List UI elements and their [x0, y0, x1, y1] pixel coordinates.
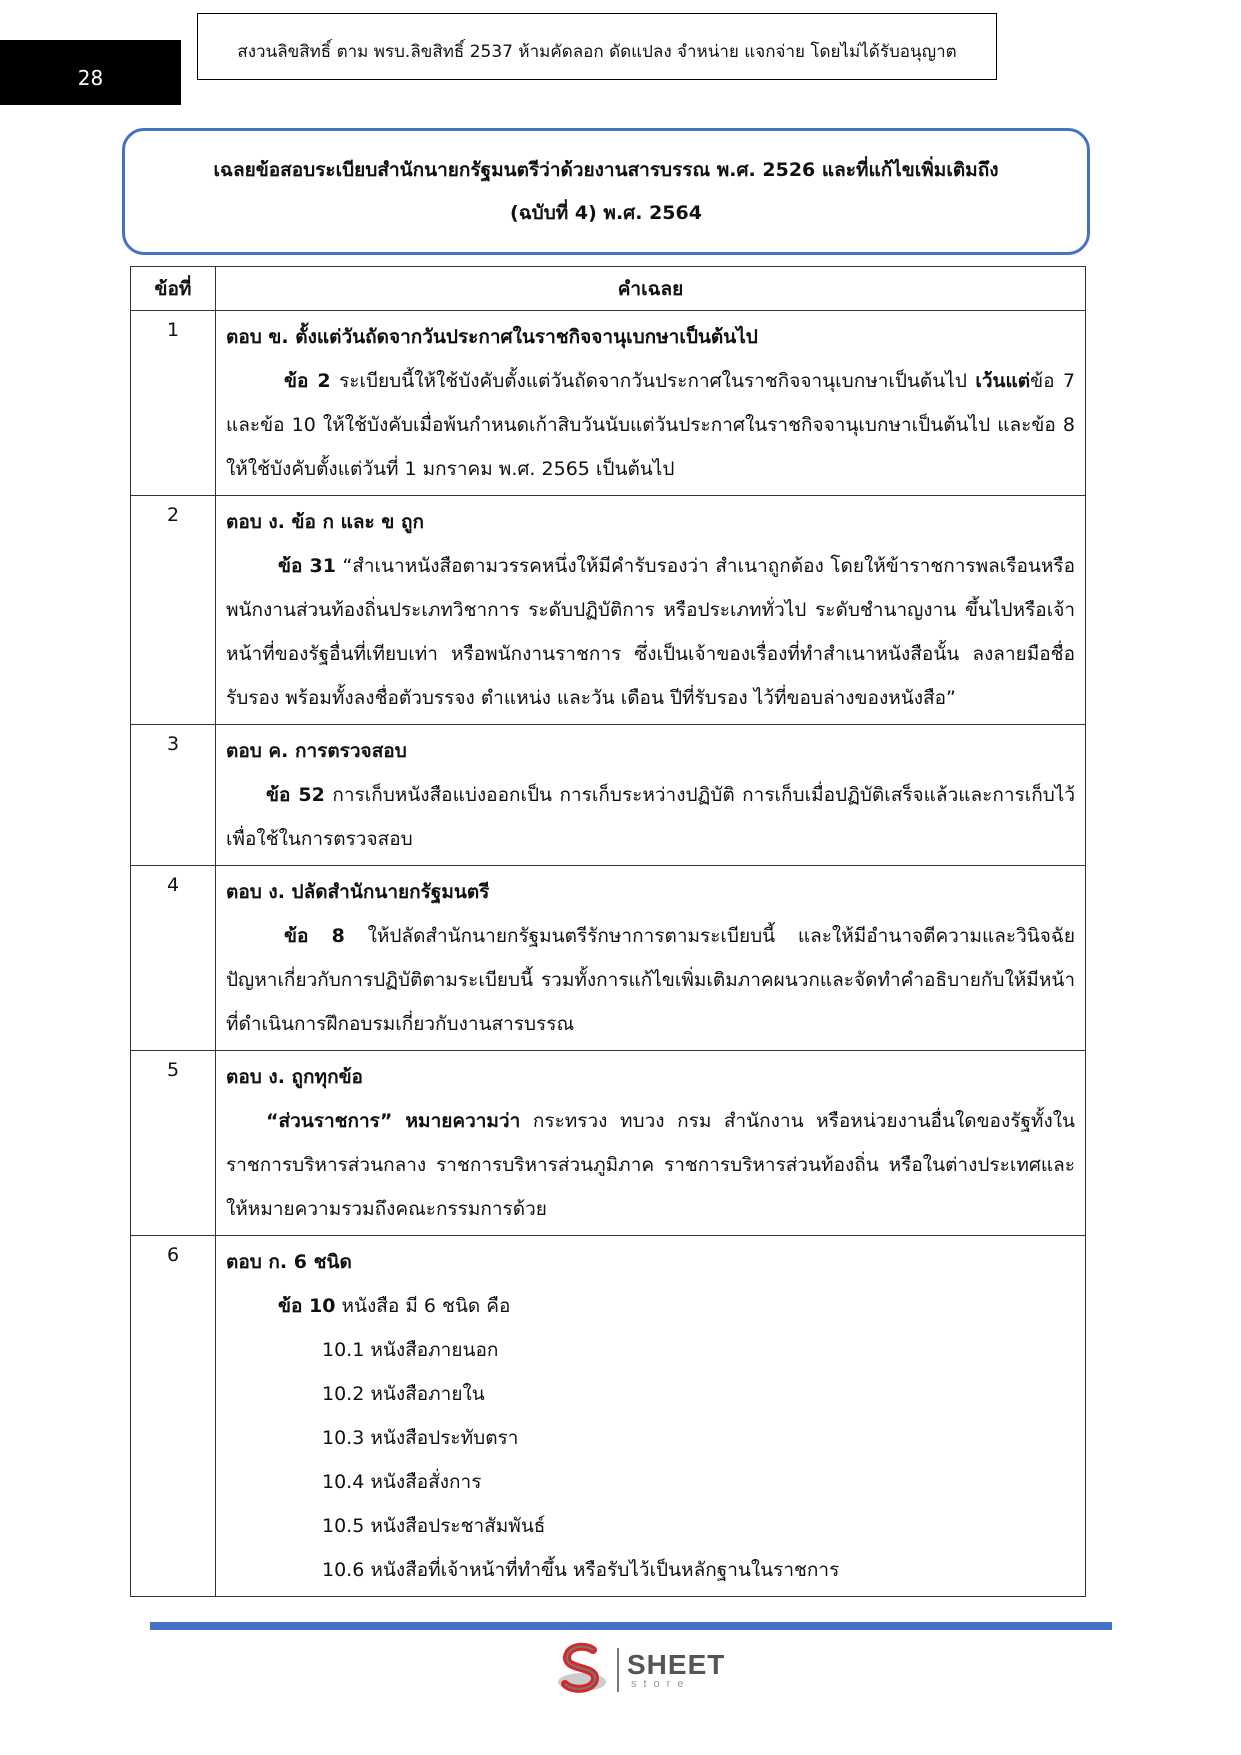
explanation-text: กระทรวง ทบวง กรม สำนักงาน หรือหน่วยงานอื่นใดของรัฐทั้งในราชการบริหารส่วนกลาง ราชการบริหารส่วนภูมิภาค ราชการบริหารส่วนท้องถิ่น หรือในต่างประเทศและให้หมายความรวมถึงคณะกรรมการด้วย: [226, 1110, 1075, 1220]
logo-brand: SHEET: [627, 1648, 726, 1680]
explanation: [226, 773, 1075, 861]
footer-divider: [150, 1622, 1112, 1630]
explanation-text-2: ข้อ 7 และข้อ 10 ให้ใช้บังคับเมื่อพ้นกำหนดเก้าสิบวันนับแต่วันประกาศในราชกิจจานุเบกษาเป็นต้นไป และข้อ 8 ให้ใช้บังคับตั้งแต่วันที่ 1 มกราคม พ.ศ. 2565 เป็นต้นไป: [226, 370, 1075, 480]
clause-label: ข้อ 2: [284, 370, 331, 392]
clause-label: ข้อ 10: [278, 1295, 336, 1317]
table-row: [131, 866, 1086, 1051]
page-number-box: [0, 40, 181, 105]
explanation: [226, 359, 1075, 491]
list-item: 10.3 หนังสือประทับตรา: [322, 1427, 519, 1449]
explanation-text: ให้ปลัดสำนักนายกรัฐมนตรีรักษาการตามระเบียบนี้ และให้มีอำนาจตีความและวินิจฉัยปัญหาเกี่ยวกับการปฏิบัติตามระเบียบนี้ รวมทั้งการแก้ไขเพิ่มเติมภาคผนวกและจัดทำคำอธิบายกับให้มีหน้าที่ดำเนินการฝึกอบรมเกี่ยวกับงานสารบรรณ: [226, 925, 1075, 1035]
row-answer-cell: [216, 725, 1086, 866]
table-row: [131, 1051, 1086, 1236]
explanation-text: การเก็บหนังสือแบ่งออกเป็น การเก็บระหว่างปฏิบัติ การเก็บเมื่อปฏิบัติเสร็จแล้วและการเก็บไว้เพื่อใช้ในการตรวจสอบ: [226, 784, 1075, 850]
row-answer-cell: [216, 1236, 1086, 1597]
list-item: 10.1 หนังสือภายนอก: [322, 1339, 499, 1361]
logo-divider: [617, 1648, 619, 1692]
clause-label: ข้อ 31: [278, 555, 336, 577]
table-row: [131, 1236, 1086, 1597]
list-item: 10.6 หนังสือที่เจ้าหน้าที่ทำขึ้น หรือรับไว้เป็นหลักฐานในราชการ: [322, 1559, 840, 1581]
row-number: 2: [131, 496, 216, 725]
answer-line: ตอบ ง. ถูกทุกข้อ: [226, 1066, 363, 1088]
answer-line: ตอบ ง. ปลัดสำนักนายกรัฐมนตรี: [226, 881, 490, 903]
row-answer-cell: [216, 866, 1086, 1051]
copyright-notice-box: [197, 13, 997, 80]
answer-line: ตอบ ก. 6 ชนิด: [226, 1251, 352, 1273]
row-number: 4: [131, 866, 216, 1051]
explanation-text: “สำเนาหนังสือตามวรรคหนึ่งให้มีคำรับรองว่า สำเนาถูกต้อง โดยให้ข้าราชการพลเรือนหรือพนักงานส่วนท้องถิ่นประเภทวิชาการ ระดับปฏิบัติการ หรือประเภททั่วไป ระดับชำนาญงาน ขึ้นไปหรือเจ้าหน้าที่ของรัฐอื่นที่เทียบเท่า หรือพนักงานราชการ ซึ่งเป็นเจ้าของเรื่องที่ทำสำเนาหนังสือนั้น ลงลายมือชื่อรับรอง พร้อมทั้งลงชื่อตัวบรรจง ตำแหน่ง และวัน เดือน ปีที่รับรอง ไว้ที่ขอบล่างของหนังสือ”: [226, 555, 1075, 709]
logo-sub: store: [631, 1677, 691, 1690]
explanation: [226, 1284, 1075, 1328]
copyright-notice: สงวนลิขสิทธิ์ ตาม พรบ.ลิขสิทธิ์ 2537 ห้ามคัดลอก ดัดแปลง จำหน่าย แจกจ่าย โดยไม่ได้รับอนุญาต: [237, 42, 957, 62]
header-answer: คำเฉลย: [216, 267, 1086, 311]
table-row: [131, 311, 1086, 496]
clause-label: “ส่วนราชการ” หมายความว่า: [266, 1110, 521, 1132]
row-answer-cell: [216, 496, 1086, 725]
table-header-row: [131, 267, 1086, 311]
answer-line: ตอบ ง. ข้อ ก และ ข ถูก: [226, 511, 424, 533]
answer-line: ตอบ ข. ตั้งแต่วันถัดจากวันประกาศในราชกิจจานุเบกษาเป็นต้นไป: [226, 326, 758, 348]
logo-text: [627, 1648, 726, 1690]
title-box: [122, 128, 1090, 255]
sheet-logo-icon: [555, 1642, 609, 1698]
row-number: 1: [131, 311, 216, 496]
explanation-text: ระเบียบนี้ให้ใช้บังคับตั้งแต่วันถัดจากวันประกาศในราชกิจจานุเบกษาเป็นต้นไป: [339, 370, 967, 392]
explanation: [226, 1099, 1075, 1231]
row-number: 6: [131, 1236, 216, 1597]
row-answer-cell: [216, 311, 1086, 496]
list-item: 10.5 หนังสือประชาสัมพันธ์: [322, 1515, 546, 1537]
clause-label: ข้อ 8: [284, 925, 345, 947]
explanation: [226, 914, 1075, 1046]
row-number: 3: [131, 725, 216, 866]
table-row: [131, 725, 1086, 866]
list-item: 10.2 หนังสือภายใน: [322, 1383, 485, 1405]
list-item: 10.4 หนังสือสั่งการ: [322, 1471, 482, 1493]
explanation: [226, 544, 1075, 720]
answer-line: ตอบ ค. การตรวจสอบ: [226, 740, 407, 762]
explanation-text: หนังสือ มี 6 ชนิด คือ: [341, 1295, 511, 1317]
clause-label: ข้อ 52: [266, 784, 325, 806]
row-number: 5: [131, 1051, 216, 1236]
header-num: ข้อที่: [131, 267, 216, 311]
row-answer-cell: [216, 1051, 1086, 1236]
title-line-1: เฉลยข้อสอบระเบียบสำนักนายกรัฐมนตรีว่าด้วยงานสารบรรณ พ.ศ. 2526 และที่แก้ไขเพิ่มเติมถึง: [213, 158, 999, 181]
sheet-store-logo: [555, 1642, 735, 1698]
answer-table: [130, 266, 1086, 1597]
table-row: [131, 496, 1086, 725]
bold-word: เว้นแต่: [975, 370, 1031, 392]
page-number: 28: [77, 65, 104, 90]
title-line-2: (ฉบับที่ 4) พ.ศ. 2564: [510, 201, 702, 224]
